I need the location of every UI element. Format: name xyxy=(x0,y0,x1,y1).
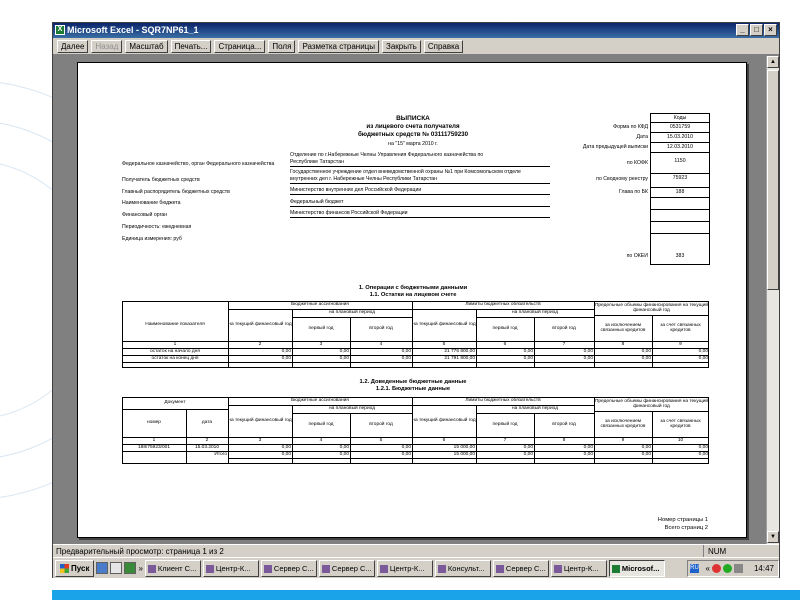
t1-cell: 0,00 xyxy=(523,355,533,361)
page-setup-button[interactable]: Страница... xyxy=(214,40,265,53)
page-total: Всего страниц 2 xyxy=(664,525,708,531)
t2-row-date: 15.03.2010 xyxy=(194,444,219,450)
t2-colnum: 4 xyxy=(319,437,323,443)
taskbar-item[interactable]: Сервер С... xyxy=(261,560,317,577)
t1-colnum: 4 xyxy=(379,341,383,347)
code-value: 75923 xyxy=(672,175,688,181)
page-break-button[interactable]: Разметка страницы xyxy=(298,40,379,53)
value-budget: Федеральный бюджет xyxy=(290,199,344,205)
t1-colnum: 3 xyxy=(319,341,323,347)
t2-cur-year: на текущий финансовый год xyxy=(228,418,292,424)
quicklaunch-chevron-icon[interactable]: » xyxy=(138,563,143,573)
code-value: 188 xyxy=(675,189,685,195)
clock: 14:47 xyxy=(753,563,774,573)
t2-excl-credits: за исключением связанных кредитов xyxy=(600,418,646,429)
code-value: 383 xyxy=(675,253,685,259)
t1-group-limits: Лимиты бюджетных обязательств xyxy=(465,302,541,308)
excel-window xyxy=(52,22,780,578)
t2-colnum: 8 xyxy=(562,437,566,443)
code-value: 12.03.2010 xyxy=(667,144,693,150)
t2-cell: 0,00 xyxy=(641,444,651,450)
t1-lim-second-year: второй год xyxy=(552,326,576,332)
t2-doc-header: Документ xyxy=(164,400,186,406)
t2-total-cell: 0,00 xyxy=(523,451,533,457)
t2-group-limits: Лимиты бюджетных обязательств xyxy=(465,398,541,404)
t1-colnum: 6 xyxy=(503,341,507,347)
windows-logo-icon xyxy=(60,564,69,573)
code-value: 0531759 xyxy=(669,124,691,130)
preview-toolbar xyxy=(53,38,779,55)
t2-total-cell: 0,00 xyxy=(641,451,651,457)
t2-cell: 0,00 xyxy=(281,444,291,450)
doc-title: ВЫПИСКА xyxy=(396,115,430,122)
label-periodicity: Периодичность: ежедневная xyxy=(122,224,192,230)
t1-cell: 0,00 xyxy=(523,348,533,354)
t1-excl-credits: за исключением связанных кредитов xyxy=(600,322,646,333)
t1-colnum: 2 xyxy=(258,341,262,347)
label-budget: Наименование бюджета xyxy=(122,200,181,206)
taskbar-item[interactable]: Сервер С... xyxy=(493,560,549,577)
section1-subtitle: 1.1. Остатки на лицевом счете xyxy=(369,292,457,298)
t2-colnum: 2 xyxy=(205,437,209,443)
t2-colnum: 10 xyxy=(677,437,684,443)
excel-icon: X xyxy=(55,25,65,35)
taskbar-item[interactable]: Консульт... xyxy=(435,560,491,577)
t2-lim-plan-period: на плановый период xyxy=(511,406,558,412)
codes-header: Коды xyxy=(673,115,687,121)
taskbar-item-excel[interactable]: Microsof... xyxy=(609,560,665,577)
scroll-thumb[interactable] xyxy=(767,70,779,290)
t2-colnum: 7 xyxy=(503,437,507,443)
print-preview-area xyxy=(53,56,766,544)
value-treasury-2: Республике Татарстан xyxy=(290,159,344,165)
t2-cell: 0,00 xyxy=(698,444,708,450)
scroll-up-icon[interactable]: ▲ xyxy=(767,56,779,68)
label-recipient: Получатель бюджетных средств xyxy=(122,177,200,183)
code-label: по ОКЕИ xyxy=(626,253,648,259)
t2-date-header: дата xyxy=(201,420,213,426)
start-button[interactable] xyxy=(55,560,94,577)
t2-cell: 0,00 xyxy=(523,444,533,450)
t1-cell: 0,00 xyxy=(583,355,593,361)
system-tray xyxy=(687,560,779,577)
t2-row-number: 188/75923/001 xyxy=(137,444,170,450)
t1-cell: 0,00 xyxy=(401,348,411,354)
page-number: Номер страницы 1 xyxy=(657,517,708,523)
scroll-down-icon[interactable]: ▼ xyxy=(767,531,779,543)
t2-cell: 15 000,00 xyxy=(453,444,475,450)
print-button[interactable]: Печать... xyxy=(171,40,212,53)
language-icon[interactable]: RU xyxy=(690,564,699,571)
margins-button[interactable]: Поля xyxy=(268,40,295,53)
t1-cell: 0,00 xyxy=(698,355,708,361)
t1-cell: 21 776 800,00 xyxy=(444,348,475,354)
close-window-button[interactable]: × xyxy=(764,24,777,36)
label-fin-organ: Финансовый орган xyxy=(122,212,168,218)
t1-cell: 0,00 xyxy=(339,348,349,354)
t2-second-year: второй год xyxy=(369,422,393,428)
section1-title: 1. Операции с бюджетными данными xyxy=(358,285,468,291)
doc-subtitle: из лицевого счета получателя xyxy=(366,123,460,130)
slide-bottom-bar xyxy=(52,590,800,600)
t2-total-cell: 0,00 xyxy=(698,451,708,457)
t1-colnum: 1 xyxy=(173,341,177,347)
t1-lim-first-year: первый год xyxy=(492,326,518,332)
t1-cell: 0,00 xyxy=(401,355,411,361)
t1-colnum: 9 xyxy=(679,341,682,347)
t1-cell: 0,00 xyxy=(583,348,593,354)
t1-name-header: Наименование показателя xyxy=(145,322,205,328)
taskbar-item[interactable]: Центр-К... xyxy=(377,560,433,577)
t1-colnum: 8 xyxy=(621,341,625,347)
t2-total-cell: 15 000,00 xyxy=(453,451,475,457)
t1-cell: 0,00 xyxy=(641,348,651,354)
section2-subtitle: 1.2.1. Бюджетные данные xyxy=(375,386,451,392)
t2-total-cell: 0,00 xyxy=(339,451,349,457)
code-label: по КОФК xyxy=(626,160,648,166)
label-chief: Главный распорядитель бюджетных средств xyxy=(122,189,230,195)
t1-colnum: 5 xyxy=(442,341,446,347)
t2-plan-period: на плановый период xyxy=(328,406,375,412)
tray-chevron-icon[interactable]: « xyxy=(705,563,710,573)
code-label: по Сводному реестру xyxy=(596,176,648,182)
desktop-icon[interactable] xyxy=(96,562,108,574)
t2-cell: 0,00 xyxy=(401,444,411,450)
code-label: Дата предыдущей выписки xyxy=(582,144,648,150)
maximize-button[interactable]: □ xyxy=(750,24,763,36)
zoom-button[interactable]: Масштаб xyxy=(125,40,167,53)
start-label: Пуск xyxy=(71,563,90,573)
t1-bound-credits: за счет связанных кредитов xyxy=(660,322,701,333)
code-label: Дата xyxy=(636,134,648,140)
status-text: Предварительный просмотр: страница 1 из 2 xyxy=(56,547,224,556)
help-button[interactable]: Справка xyxy=(424,40,463,53)
tray-status-icon[interactable] xyxy=(712,564,721,573)
t1-cell: 0,00 xyxy=(281,348,291,354)
t2-total-label: Итого xyxy=(214,451,227,457)
t2-num-header: номер xyxy=(147,420,161,426)
taskbar-item[interactable]: Сервер С... xyxy=(319,560,375,577)
title-bar xyxy=(53,23,779,38)
excel-quicklaunch-icon[interactable] xyxy=(124,562,136,574)
t2-group-financing: Предельные объемы финансирования на текущий финансовый год xyxy=(594,398,709,409)
preview-page[interactable] xyxy=(77,62,747,538)
t2-colnum: 1 xyxy=(152,437,156,443)
t2-bound-credits: за счет связанных кредитов xyxy=(660,418,701,429)
code-label: Форма по КФД xyxy=(613,124,648,130)
t2-total-cell: 0,00 xyxy=(281,451,291,457)
t1-cur-year: на текущий финансовый год xyxy=(228,322,292,328)
speaker-icon[interactable] xyxy=(734,564,743,573)
value-treasury-1: Отделение по г.Набережные Челны Управления Федерального казначейства по xyxy=(290,152,484,158)
code-value: 1150 xyxy=(674,158,686,164)
prev-page-button[interactable]: Назад xyxy=(91,40,122,53)
t1-group-appropriations: Бюджетные ассигнования xyxy=(291,302,349,308)
minimize-button[interactable]: _ xyxy=(736,24,749,36)
t1-row-name: остаток на конец дня xyxy=(151,355,199,361)
doc-date: на "15" марта 2010 г. xyxy=(388,141,438,147)
value-recipient-2: внутренних дел г. Набережные Челны Республики Татарстан xyxy=(290,176,438,182)
t2-lim-cur-year: на текущий финансовый год xyxy=(412,418,476,424)
t2-colnum: 6 xyxy=(442,437,446,443)
t1-first-year: первый год xyxy=(308,326,334,332)
taskbar-item[interactable]: Центр-К... xyxy=(551,560,607,577)
t1-colnum: 7 xyxy=(562,341,566,347)
tray-network-icon[interactable] xyxy=(723,564,732,573)
t2-colnum: 5 xyxy=(379,437,383,443)
taskbar-item[interactable]: Центр-К... xyxy=(203,560,259,577)
t2-lim-first-year: первый год xyxy=(492,422,518,428)
taskbar xyxy=(53,557,779,578)
section2-title: 1.2. Доведенные бюджетные данные xyxy=(359,379,467,385)
t1-second-year: второй год xyxy=(369,326,393,332)
t1-cell: 21 791 800,00 xyxy=(444,355,475,361)
t2-colnum: 9 xyxy=(621,437,625,443)
t1-group-financing: Предельные объемы финансирования на текущий финансовый год xyxy=(594,302,709,313)
t2-colnum: 3 xyxy=(258,437,262,443)
taskbar-item[interactable]: Клиент С... xyxy=(145,560,201,577)
t1-row-name: остаток на начало дня xyxy=(150,348,200,354)
close-preview-button[interactable]: Закрыть xyxy=(382,40,421,53)
status-bar xyxy=(53,544,779,557)
t2-lim-second-year: второй год xyxy=(552,422,576,428)
t1-cell: 0,00 xyxy=(641,355,651,361)
doc-account: бюджетных средств № 03111759230 xyxy=(357,131,469,138)
code-label: Глава по БК xyxy=(618,189,648,195)
t1-cell: 0,00 xyxy=(339,355,349,361)
t2-cell: 0,00 xyxy=(583,444,593,450)
value-chief: Министерство внутренних дел Российской Федерации xyxy=(290,187,422,193)
value-recipient-1: Государственное учреждение отдел вневедомственной охраны №1 при Комсомольском отделе xyxy=(290,169,521,175)
t1-cell: 0,00 xyxy=(698,348,708,354)
next-page-button[interactable]: Далее xyxy=(57,40,88,53)
t2-first-year: первый год xyxy=(308,422,334,428)
t2-total-cell: 0,00 xyxy=(401,451,411,457)
t1-plan-period: на плановый период xyxy=(328,310,375,316)
vertical-scrollbar[interactable] xyxy=(766,56,779,544)
t2-total-cell: 0,00 xyxy=(583,451,593,457)
window-title: Microsoft Excel - SQR7NP61_1 xyxy=(67,25,199,35)
t1-lim-plan-period: на плановый период xyxy=(511,310,558,316)
t1-lim-cur-year: на текущий финансовый год xyxy=(412,322,476,328)
code-value: 15.03.2010 xyxy=(667,134,693,140)
label-treasury: Федеральное казначейство, орган Федерального казначейства xyxy=(122,161,275,167)
t1-cell: 0,00 xyxy=(281,355,291,361)
t2-cell: 0,00 xyxy=(339,444,349,450)
num-lock-indicator: NUM xyxy=(703,545,743,558)
t2-group-appropriations: Бюджетные ассигнования xyxy=(291,398,349,404)
value-fin-organ: Министерство финансов Российской Федерации xyxy=(290,210,408,216)
label-unit: Единица измерения: руб xyxy=(122,236,182,242)
doc-icon[interactable] xyxy=(110,562,122,574)
